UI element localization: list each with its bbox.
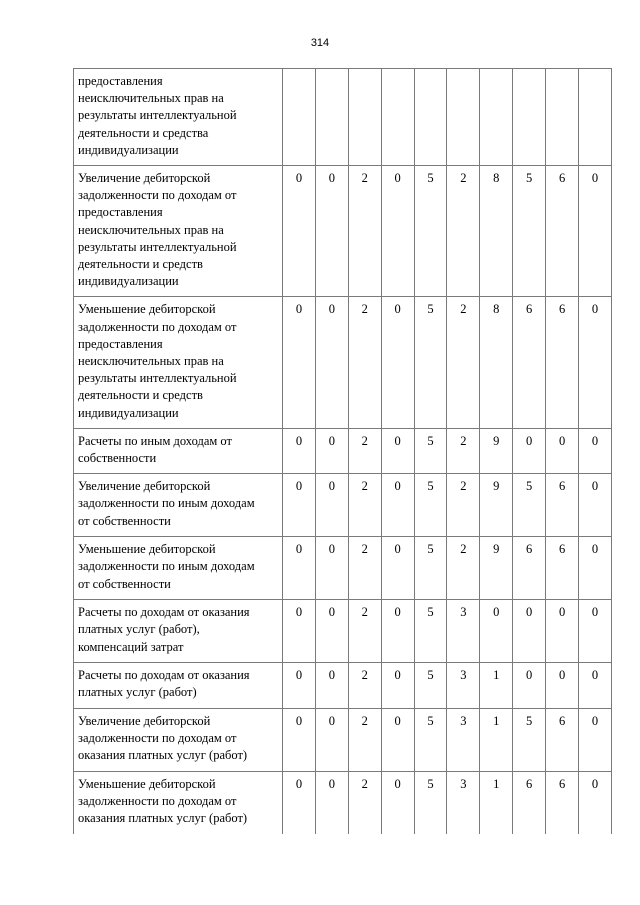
code-digit-cell: 2: [447, 297, 480, 428]
code-digit-cell: 2: [447, 428, 480, 473]
table-row: [74, 663, 612, 708]
code-digit-cell: 6: [513, 297, 546, 428]
table-row: [74, 771, 612, 834]
code-digit-cell: 5: [414, 474, 447, 537]
row-description: Увеличение дебиторской задолженности по иным доходам от собственности: [78, 479, 255, 528]
code-digit-cell: 0: [579, 474, 612, 537]
code-digit-cell: 5: [414, 537, 447, 600]
page-number: 314: [310, 37, 330, 49]
code-digit-cell: 2: [348, 474, 381, 537]
code-digit-cell: 0: [283, 600, 316, 663]
code-digit-cell: 6: [546, 537, 579, 600]
row-description-cell: [74, 663, 283, 708]
code-digit-cell: [579, 69, 612, 166]
code-digit-cell: [315, 69, 348, 166]
code-digit-cell: 5: [513, 708, 546, 771]
code-digit-cell: 0: [315, 600, 348, 663]
row-description-cell: [74, 297, 283, 428]
row-description: Расчеты по доходам от оказания платных услуг (работ): [78, 668, 250, 700]
table-row: [74, 537, 612, 600]
code-digit-cell: 0: [381, 600, 414, 663]
code-digit-cell: 0: [283, 771, 316, 834]
code-digit-cell: 2: [348, 428, 381, 473]
row-description: Уменьшение дебиторской задолженности по доходам от оказания платных услуг (работ): [78, 776, 248, 826]
code-digit-cell: 0: [381, 708, 414, 771]
code-digit-cell: 1: [480, 708, 513, 771]
code-digit-cell: [414, 69, 447, 166]
code-digit-cell: 8: [480, 297, 513, 428]
table-row: [74, 474, 612, 537]
code-digit-cell: 0: [579, 428, 612, 473]
table-row: [74, 708, 612, 771]
code-digit-cell: 2: [447, 166, 480, 297]
code-digit-cell: 0: [315, 428, 348, 473]
code-digit-cell: 0: [381, 663, 414, 708]
code-digit-cell: 5: [414, 297, 447, 428]
row-description-cell: [74, 166, 283, 297]
code-digit-cell: 0: [315, 708, 348, 771]
code-digit-cell: 2: [348, 537, 381, 600]
code-digit-cell: 0: [315, 771, 348, 834]
account-codes-table: [73, 68, 612, 834]
account-codes-table-body: [74, 69, 612, 834]
code-digit-cell: [381, 69, 414, 166]
code-digit-cell: 0: [381, 166, 414, 297]
code-digit-cell: 0: [283, 663, 316, 708]
code-digit-cell: 8: [480, 166, 513, 297]
row-description: Расчеты по доходам от оказания платных услуг (работ), компенсаций затрат: [78, 605, 250, 654]
code-digit-cell: 0: [315, 537, 348, 600]
code-digit-cell: 0: [283, 708, 316, 771]
code-digit-cell: 6: [513, 537, 546, 600]
code-digit-cell: 6: [546, 297, 579, 428]
code-digit-cell: 0: [579, 771, 612, 834]
code-digit-cell: 5: [414, 428, 447, 473]
code-digit-cell: [348, 69, 381, 166]
code-digit-cell: 0: [315, 297, 348, 428]
code-digit-cell: 2: [348, 708, 381, 771]
code-digit-cell: 0: [315, 166, 348, 297]
row-description: предоставления неисключительных прав на результаты интеллектуальной деятельности и средства индивидуализации: [78, 74, 237, 157]
code-digit-cell: 6: [546, 166, 579, 297]
code-digit-cell: [513, 69, 546, 166]
code-digit-cell: 5: [414, 771, 447, 834]
table-row: [74, 166, 612, 297]
row-description-cell: [74, 708, 283, 771]
code-digit-cell: 0: [579, 600, 612, 663]
code-digit-cell: 5: [513, 166, 546, 297]
code-digit-cell: 2: [348, 297, 381, 428]
code-digit-cell: 5: [513, 474, 546, 537]
table-row: [74, 600, 612, 663]
code-digit-cell: 0: [546, 663, 579, 708]
code-digit-cell: [283, 69, 316, 166]
code-digit-cell: 0: [579, 166, 612, 297]
row-description-cell: [74, 428, 283, 473]
code-digit-cell: 0: [513, 428, 546, 473]
code-digit-cell: 0: [513, 600, 546, 663]
code-digit-cell: 3: [447, 708, 480, 771]
code-digit-cell: [546, 69, 579, 166]
code-digit-cell: 3: [447, 771, 480, 834]
row-description-cell: [74, 771, 283, 834]
code-digit-cell: 0: [315, 663, 348, 708]
row-description-cell: [74, 537, 283, 600]
code-digit-cell: 0: [546, 428, 579, 473]
row-description: Уменьшение дебиторской задолженности по доходам от предоставления неисключительных прав на результаты интеллектуальной деятельности и средств индивидуализации: [78, 302, 237, 420]
row-description-cell: [74, 69, 283, 166]
code-digit-cell: 5: [414, 166, 447, 297]
row-description-cell: [74, 600, 283, 663]
code-digit-cell: 0: [381, 297, 414, 428]
code-digit-cell: 5: [414, 600, 447, 663]
code-digit-cell: 2: [447, 474, 480, 537]
code-digit-cell: 0: [480, 600, 513, 663]
code-digit-cell: 3: [447, 600, 480, 663]
code-digit-cell: 0: [283, 297, 316, 428]
code-digit-cell: 2: [348, 663, 381, 708]
code-digit-cell: 0: [381, 474, 414, 537]
code-digit-cell: 5: [414, 663, 447, 708]
code-digit-cell: 0: [513, 663, 546, 708]
code-digit-cell: 9: [480, 537, 513, 600]
code-digit-cell: 0: [381, 537, 414, 600]
code-digit-cell: 0: [315, 474, 348, 537]
row-description-cell: [74, 474, 283, 537]
code-digit-cell: [447, 69, 480, 166]
code-digit-cell: 0: [283, 166, 316, 297]
code-digit-cell: 0: [283, 537, 316, 600]
code-digit-cell: 0: [579, 708, 612, 771]
code-digit-cell: 6: [546, 708, 579, 771]
table-row: [74, 297, 612, 428]
code-digit-cell: 3: [447, 663, 480, 708]
table-row: [74, 428, 612, 473]
table-row: [74, 69, 612, 166]
code-digit-cell: 0: [381, 428, 414, 473]
code-digit-cell: 2: [348, 771, 381, 834]
code-digit-cell: 5: [414, 708, 447, 771]
row-description: Увеличение дебиторской задолженности по доходам от предоставления неисключительных прав на результаты интеллектуальной деятельности и средств индивидуализации: [78, 171, 237, 289]
code-digit-cell: 0: [579, 663, 612, 708]
code-digit-cell: 6: [546, 771, 579, 834]
code-digit-cell: 0: [579, 297, 612, 428]
row-description: Расчеты по иным доходам от собственности: [78, 433, 232, 466]
code-digit-cell: 0: [283, 428, 316, 473]
code-digit-cell: 0: [283, 474, 316, 537]
code-digit-cell: 2: [348, 166, 381, 297]
row-description: Уменьшение дебиторской задолженности по иным доходам от собственности: [78, 542, 255, 591]
code-digit-cell: 0: [546, 600, 579, 663]
code-digit-cell: 2: [348, 600, 381, 663]
code-digit-cell: 0: [381, 771, 414, 834]
code-digit-cell: 9: [480, 428, 513, 473]
row-description: Увеличение дебиторской задолженности по доходам от оказания платных услуг (работ): [78, 713, 248, 763]
code-digit-cell: 1: [480, 771, 513, 834]
code-digit-cell: 0: [579, 537, 612, 600]
code-digit-cell: 6: [513, 771, 546, 834]
code-digit-cell: 1: [480, 663, 513, 708]
code-digit-cell: [480, 69, 513, 166]
code-digit-cell: 2: [447, 537, 480, 600]
code-digit-cell: 6: [546, 474, 579, 537]
code-digit-cell: 9: [480, 474, 513, 537]
